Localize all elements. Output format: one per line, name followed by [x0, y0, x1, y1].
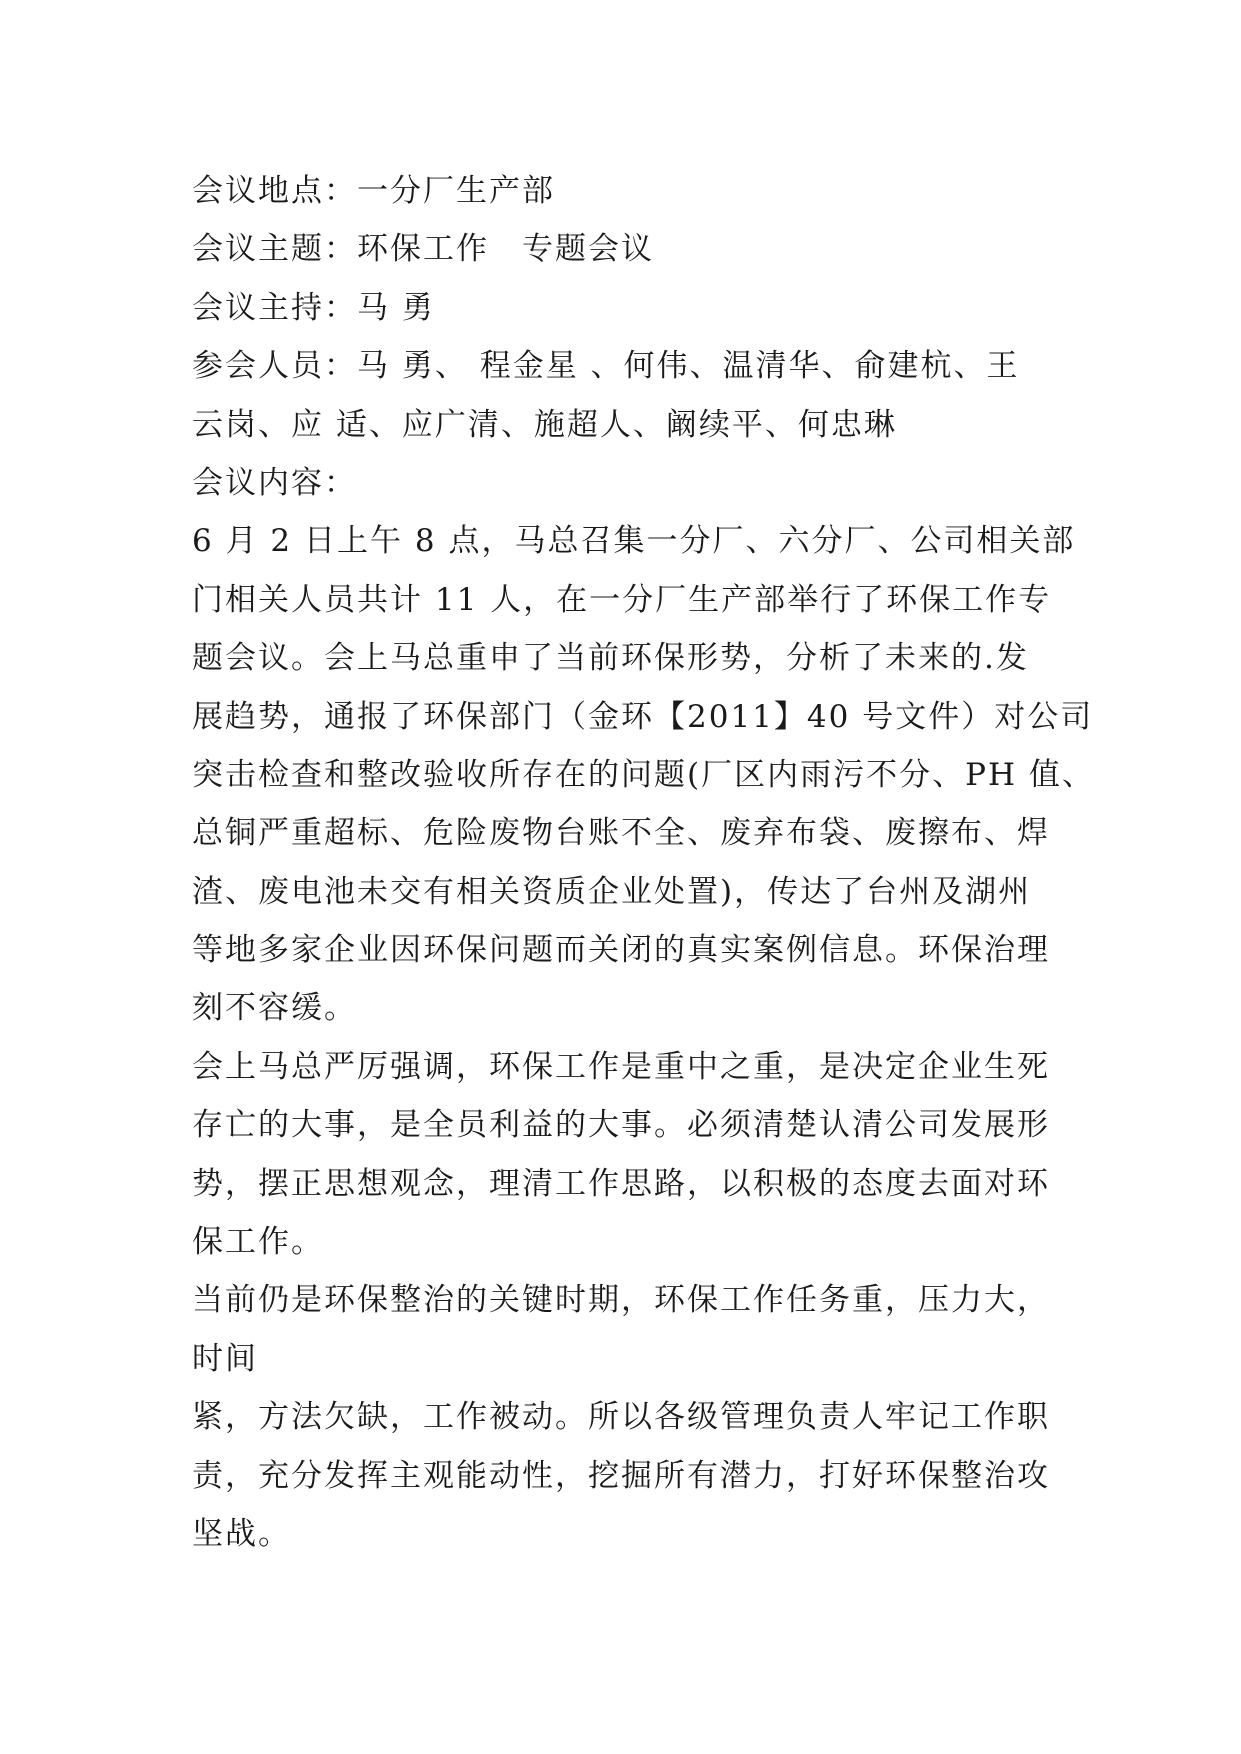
meeting-attendees-line-2: 云岗、应 适、应广清、施超人、阚续平、何忠琳 — [192, 406, 897, 443]
meeting-location: 会议地点：一分厂生产部 — [192, 173, 555, 209]
body-line: 6 月 2 日上午 8 点，马总召集一分厂、六分厂、公司相关部 — [192, 523, 1076, 560]
body-line: 存亡的大事，是全员利益的大事。必须清楚认清公司发展形 — [192, 1107, 1050, 1144]
body-line: 题会议。会上马总重申了当前环保形势，分析了未来的.发 — [192, 640, 1029, 677]
document-body — [192, 162, 1095, 1563]
body-line: 会上马总严厉强调，环保工作是重中之重，是决定企业生死 — [192, 1048, 1050, 1085]
meeting-host: 会议主持：马 勇 — [192, 289, 435, 326]
body-line: 渣、废电池未交有相关资质企业处置)，传达了台州及湖州 — [192, 873, 1032, 910]
body-line: 紧，方法欠缺，工作被动。所以各级管理负责人牢记工作职 — [192, 1399, 1050, 1436]
body-line: 坚战。 — [192, 1515, 291, 1552]
meeting-content-label: 会议内容： — [192, 464, 357, 501]
body-line: 突击检查和整改验收所存在的问题(厂区内雨污不分、PH 值、 — [192, 756, 1095, 793]
body-line: 总铜严重超标、危险废物台账不全、废弃布袋、废擦布、焊 — [192, 815, 1050, 852]
body-line: 保工作。 — [192, 1224, 324, 1261]
body-line: 等地多家企业因环保问题而关闭的真实案例信息。环保治理 — [192, 932, 1050, 969]
body-line: 势，摆正思想观念，理清工作思路，以积极的态度去面对环 — [192, 1165, 1050, 1202]
body-line: 责，充分发挥主观能动性，挖掘所有潜力，打好环保整治攻 — [192, 1457, 1050, 1494]
meeting-attendees-line-1: 参会人员：马 勇、 程金星 、何伟、温清华、俞建杭、王 — [192, 348, 1020, 385]
meeting-topic: 会议主题：环保工作 专题会议 — [192, 231, 654, 268]
body-line: 时间 — [192, 1340, 258, 1377]
body-line: 刻不容缓。 — [192, 990, 357, 1027]
body-line: 当前仍是环保整治的关键时期，环保工作任务重，压力大， — [192, 1282, 1050, 1319]
body-line: 门相关人员共计 11 人，在一分厂生产部举行了环保工作专 — [192, 581, 1052, 618]
body-line: 展趋势，通报了环保部门（金环【2011】40 号文件）对公司 — [192, 698, 1094, 735]
